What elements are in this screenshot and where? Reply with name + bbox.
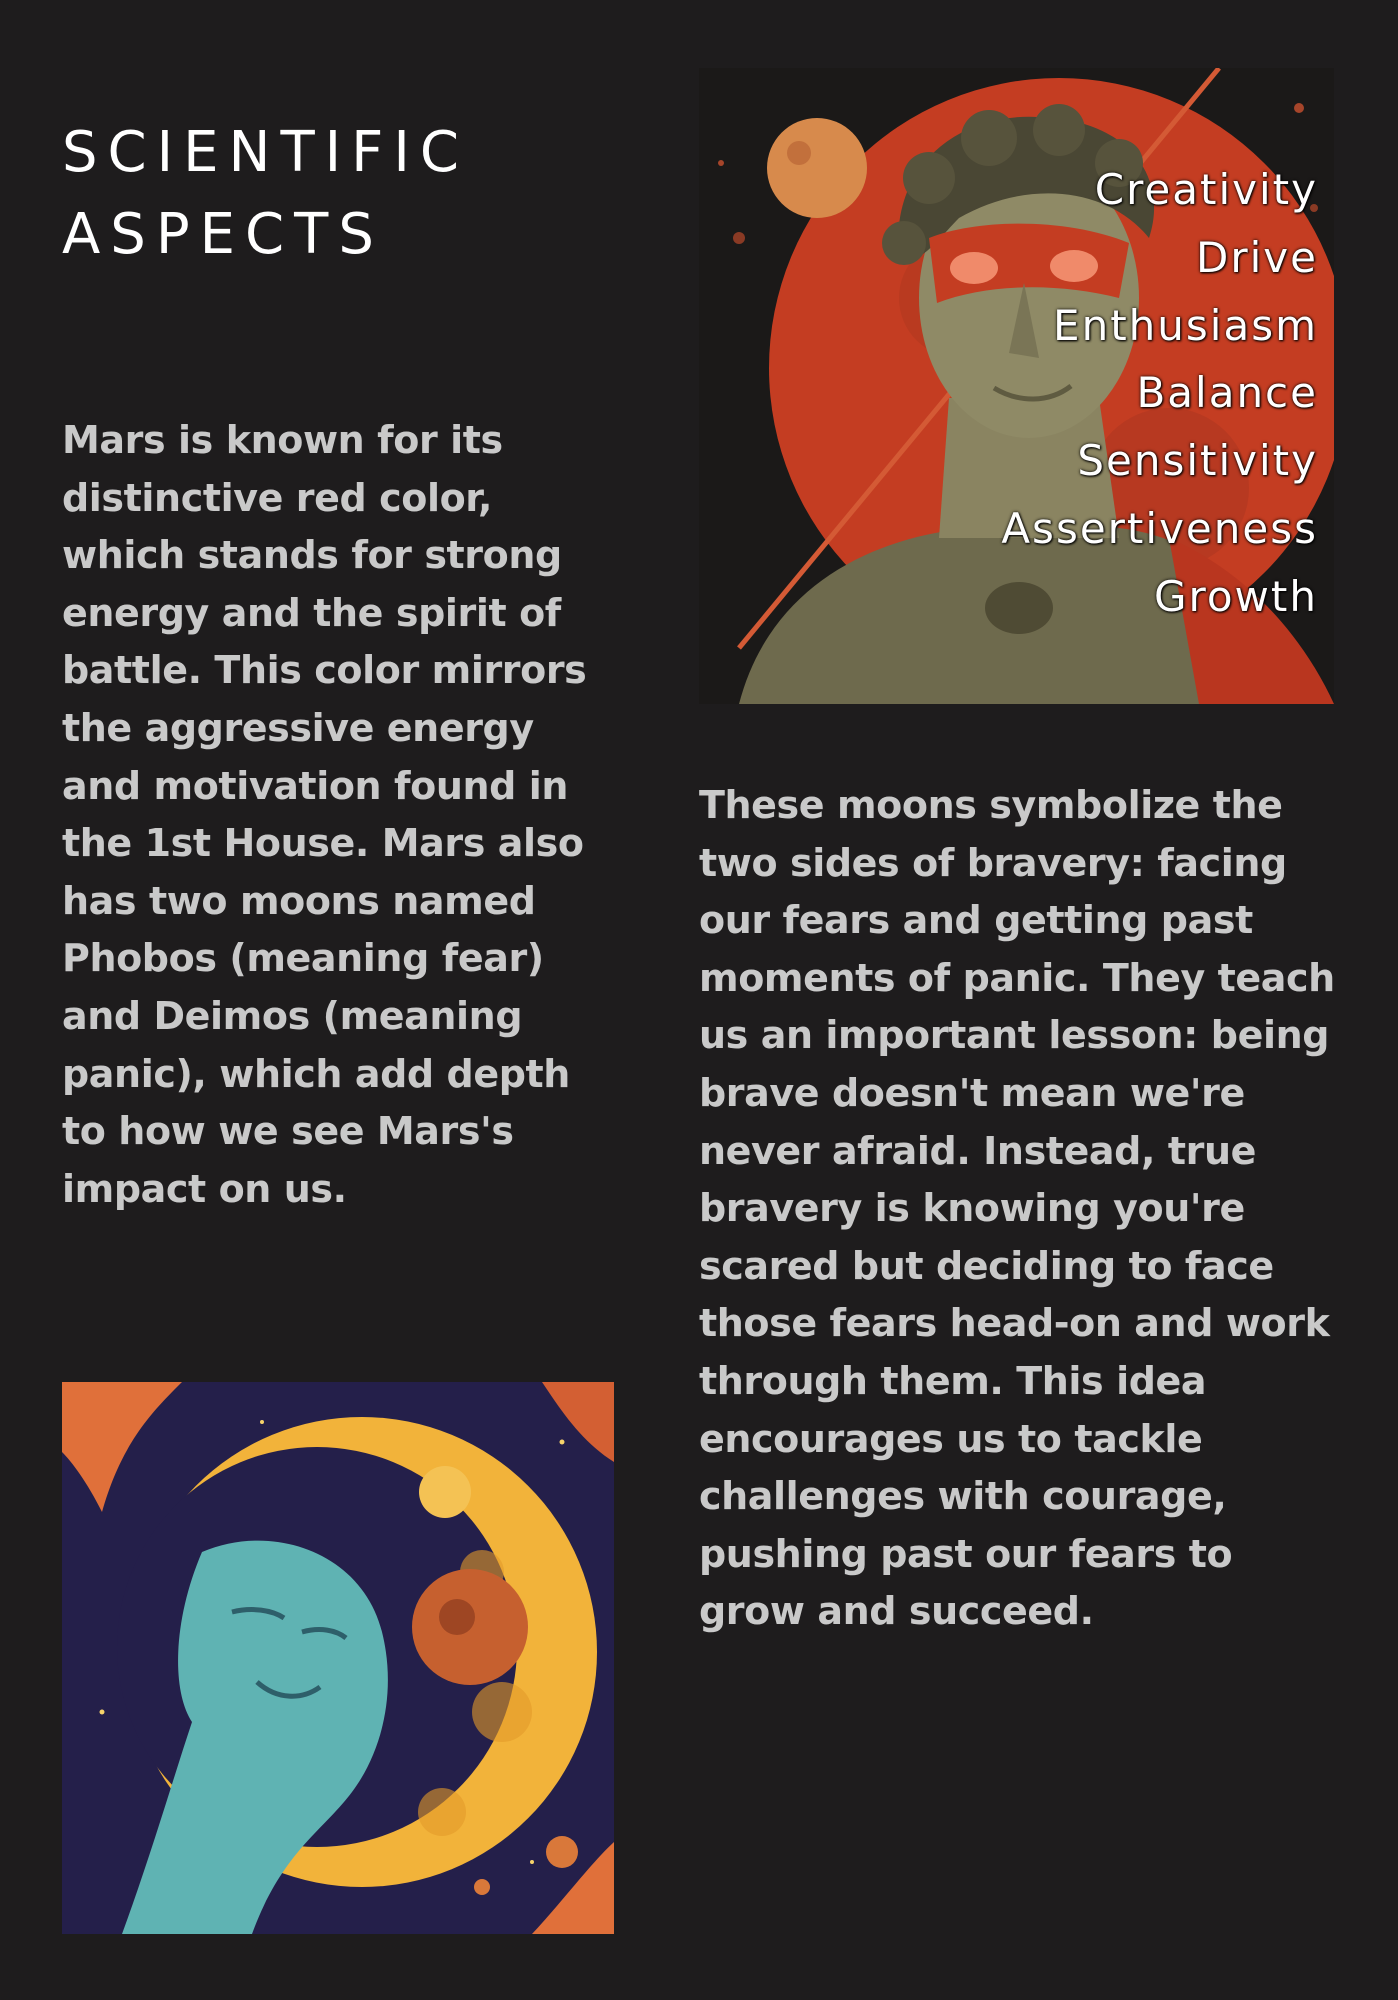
page-title xyxy=(62,112,469,276)
trait-item: Balance xyxy=(1136,368,1318,418)
title-line-1: SCIENTIFIC xyxy=(62,120,469,185)
moon-face-illustration xyxy=(62,1382,614,1934)
trait-item: Growth xyxy=(1153,571,1318,621)
mars-color-paragraph: Mars is known for its distinctive red color, which stands for strong energy and the spirit of battle. This color mirrors the aggressive energy and motivation found in the 1st House. Mars also has two moons named Phobos (meaning fear) and Deimos (meaning panic), which add depth to how we see Mars's impact on us. xyxy=(62,418,587,1211)
moon-artwork xyxy=(62,1382,614,1934)
trait-item: Creativity xyxy=(1094,165,1318,214)
mars-statue-illustration xyxy=(699,68,1334,704)
bravery-paragraph: These moons symbolize the two sides of bravery: facing our fears and getting past moments of panic. They teach us an important lesson: being brave doesn't mean we're never afraid. Instead, true bravery is knowing you're scared but deciding to face those fears head-on and work through them. This idea encourages us to tackle challenges with courage, pushing past our fears to grow and succeed. xyxy=(699,783,1335,1634)
small-moon-shape xyxy=(767,118,867,218)
trait-item: Assertiveness xyxy=(1001,503,1318,553)
title-line-2: ASPECTS xyxy=(62,202,384,267)
trait-item: Drive xyxy=(1196,232,1318,282)
trait-list xyxy=(1001,156,1318,631)
trait-item: Sensitivity xyxy=(1077,436,1318,486)
trait-item: Enthusiasm xyxy=(1053,300,1318,350)
